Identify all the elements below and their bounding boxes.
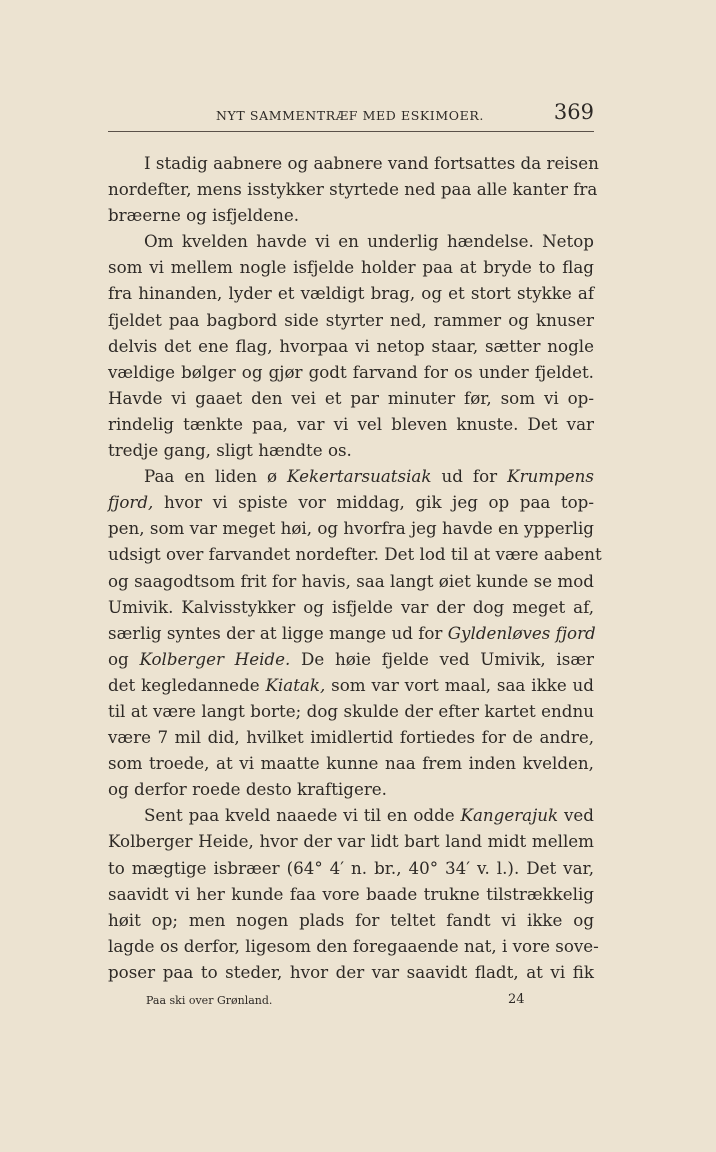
text-span: og — [108, 648, 140, 669]
text-line: saavidt vi her kunde faa vore baade trukne tilstrækkelig — [108, 883, 594, 904]
text-span: De høie fjelde ved Umivik, især — [290, 648, 594, 669]
text-line — [108, 620, 594, 646]
place-name-kiatak: Kiatak, — [265, 674, 326, 695]
text-line: som troede, at vi maatte kunne naa frem inden kvelden, — [108, 753, 594, 774]
text-line: poser paa to steder, hvor der var saavidt fladt, at vi fik — [108, 961, 594, 982]
text-line: fra hinanden, lyder et vældigt brag, og et stort stykke af — [108, 283, 594, 304]
text-span: Sent paa kveld naaede vi til en odde — [144, 805, 461, 826]
text-span: det kegledannede — [108, 674, 266, 695]
text-line: Kolberger Heide, hvor der var lidt bart land midt mellem — [108, 831, 594, 852]
text-line: og saagodtsom frit for havis, saa langt øiet kunde se mod — [108, 570, 594, 591]
text-line: pen, som var meget høi, og hvorfra jeg havde en ypperlig — [108, 518, 594, 539]
text-line: delvis det ene flag, hvorpaa vi netop staar, sætter nogle — [108, 335, 594, 356]
signature-line: Paa ski over Grønland. — [146, 994, 273, 1007]
page-footer — [108, 990, 594, 1014]
text-line: lagde os derfor, ligesom den foregaaende nat, i vore sove- — [108, 935, 599, 956]
place-name-kangerajuk: Kangerajuk — [460, 805, 559, 826]
text-line: Havde vi gaaet den vei et par minuter før, som vi op- — [108, 387, 594, 408]
text-line: vældige bølger og gjør godt farvand for os under fjeldet. — [108, 361, 594, 382]
text-line: og derfor roede desto kraftigere. — [108, 779, 387, 800]
text-span: særlig syntes der at ligge mange ud for — [108, 622, 448, 643]
text-line — [108, 672, 594, 698]
text-line — [108, 646, 594, 672]
place-name-fjord: fjord, — [108, 492, 154, 513]
page-header — [108, 96, 594, 132]
text-line: to mægtige isbræer (64° 4′ n. br., 40° 34′ v. l.). Det var, — [108, 857, 594, 878]
body-text — [108, 150, 602, 985]
text-line: I stadig aabnere og aabnere vand fortsattes da reisen — [144, 153, 599, 173]
text-line: fjeldet paa bagbord side styrter ned, rammer og knuser — [108, 309, 594, 330]
text-line: tredje gang, sligt hændte os. — [108, 440, 352, 461]
text-line: til at være langt borte; dog skulde der efter kartet endnu — [108, 700, 594, 721]
text-line — [108, 802, 594, 828]
text-span: som var vort maal, saa ikke ud — [325, 674, 594, 695]
text-line: udsigt over farvandet nordefter. Det lod til at være aabent — [108, 544, 602, 565]
text-span: hvor vi spiste vor middag, gik jeg op paa top- — [153, 492, 594, 513]
sheet-number: 24 — [508, 992, 525, 1007]
place-name-kekertarsuatsiak: Kekertarsuatsiak — [287, 466, 432, 487]
text-line: nordefter, mens isstykker styrtede ned paa alle kanter fra — [108, 179, 598, 200]
text-line: Umivik. Kalvisstykker og isfjelde var der dog meget af, — [108, 596, 594, 617]
text-line — [108, 463, 594, 489]
text-span: Paa en liden ø — [144, 466, 288, 487]
text-line: være 7 mil did, hvilket imidlertid fortiedes for de andre, — [108, 727, 594, 748]
text-span: ud for — [431, 466, 508, 487]
text-line — [108, 489, 594, 515]
place-name-gyldenloves-fjord: Gyldenløves fjord — [447, 622, 596, 643]
running-head: NYT SAMMENTRÆF MED ESKIMOER. — [216, 108, 484, 123]
page-number: 369 — [553, 100, 594, 124]
place-name-kolberger-heide: Kolberger Heide. — [139, 648, 291, 669]
header-rule — [108, 131, 594, 132]
text-line: rindelig tænkte paa, var vi vel bleven knuste. Det var — [108, 413, 594, 434]
text-line: som vi mellem nogle isfjelde holder paa at bryde to flag — [108, 257, 594, 278]
text-line: høit op; men nogen plads for teltet fandt vi ikke og — [108, 909, 594, 930]
text-line: Om kvelden havde vi en underlig hændelse. Netop — [144, 231, 594, 252]
place-name-krumpens: Krumpens — [507, 466, 594, 487]
text-line: bræerne og isfjeldene. — [108, 205, 300, 226]
text-span: ved — [558, 805, 594, 826]
